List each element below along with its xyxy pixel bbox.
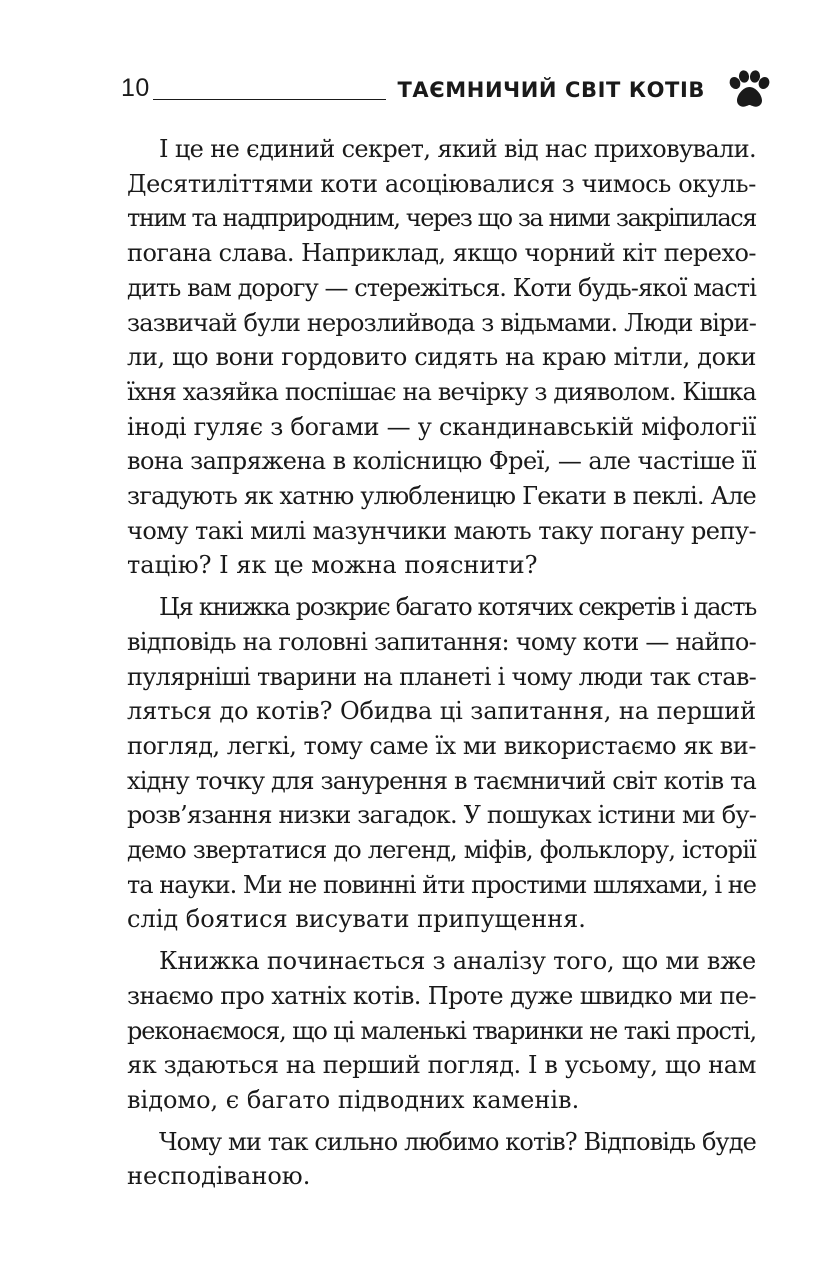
text-line: їхня хазяйка поспішає на вечірку з дияволом. Кішка — [127, 377, 756, 406]
paragraph-2 — [127, 590, 756, 937]
text-line: демо звертатися до легенд, міфів, фольклору, історії — [127, 836, 757, 865]
text-line: ли, що вони гордовито сидять на краю мітли, доки — [127, 343, 756, 372]
text-line: як здаються на перший погляд. І в усьому, що нам — [127, 1051, 757, 1080]
text-line: хідну точку для занурення в таємничий світ котів та — [127, 766, 757, 795]
text-line: відповідь на головні запитання: чому коти — найпо- — [127, 627, 756, 656]
body-text — [127, 132, 756, 1201]
text-line: погляд, легкі, тому саме їх ми використаємо як ви- — [127, 731, 756, 760]
text-line: Книжка починається з аналізу того, що ми вже — [159, 947, 756, 976]
text-line: погана слава. Наприклад, якщо чорний кіт перехо- — [127, 239, 756, 268]
paw-icon — [727, 70, 771, 110]
text-line: знаємо про хатніх котів. Проте дуже швидко ми пе- — [127, 981, 756, 1010]
text-line: слід боятися висувати припущення. — [127, 905, 586, 934]
page-number: 10 — [121, 74, 150, 102]
text-line: згадують як хатню улюбленицю Гекати в пеклі. Але — [127, 482, 756, 511]
paragraph-1 — [127, 132, 756, 583]
text-line: тацію? І як це можна пояснити? — [127, 551, 538, 580]
text-line: тним та надприродним, через що за ними закріпилася — [127, 204, 757, 233]
text-line: відомо, є багато підводних каменів. — [127, 1085, 580, 1114]
text-line: ляться до котів? Обидва ці запитання, на перший — [127, 697, 756, 726]
text-line: І це не єдиний секрет, який від нас приховували. — [159, 135, 756, 163]
text-line: розв’язання низки загадок. У пошуках істини ми бу- — [127, 801, 756, 830]
paragraph-3 — [127, 944, 756, 1118]
running-title: ТАЄМНИЧИЙ СВІТ КОТІВ — [386, 77, 714, 103]
text-line: вона запряжена в колісницю Фреї, — але частіше її — [127, 447, 756, 476]
text-line: несподіваною. — [127, 1162, 311, 1191]
text-line: Ця книжка розкриє багато котячих секретів і дасть — [159, 593, 757, 622]
text-line: та науки. Ми не повинні йти простими шляхами, і не — [127, 870, 757, 899]
text-line: Десятиліттями коти асоціювалися з чимось окуль- — [127, 169, 756, 198]
text-line: іноді гуляє з богами — у скандинавській міфології — [127, 412, 756, 441]
text-line: дить вам дорогу — стережіться. Коти будь-якої масті — [127, 273, 756, 302]
text-line: пулярніші тварини на планеті і чому люди так став- — [127, 662, 756, 691]
text-line: Чому ми так сильно любимо котів? Відповідь буде — [159, 1127, 756, 1156]
page-header — [121, 70, 771, 110]
text-line: реконаємося, що ці маленькі тваринки не такі прості, — [127, 1016, 756, 1045]
paragraph-4 — [127, 1125, 756, 1194]
text-line: чому такі милі мазунчики мають таку погану репу- — [127, 516, 757, 545]
text-line: зазвичай були нерозлийвода з відьмами. Люди віри- — [127, 308, 756, 337]
